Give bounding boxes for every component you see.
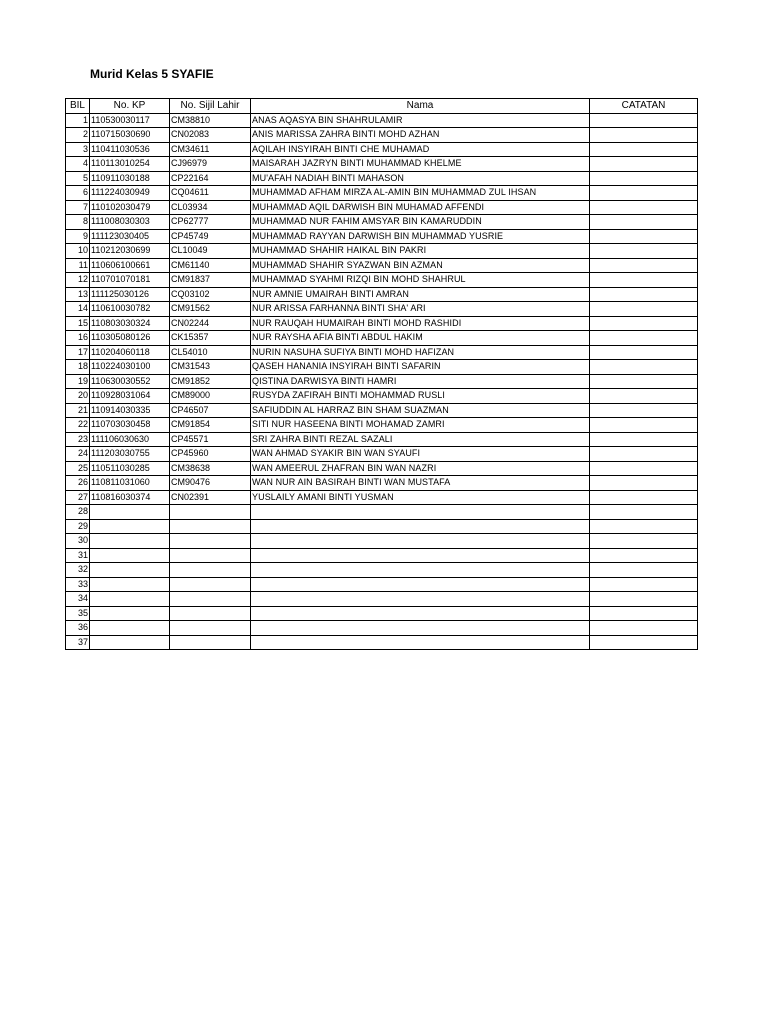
row-no-sijil-lahir: CK15357	[170, 331, 251, 346]
row-bil: 3	[66, 142, 90, 157]
header-nama: Nama	[251, 99, 590, 114]
row-no-sijil-lahir	[170, 548, 251, 563]
row-bil: 29	[66, 519, 90, 534]
row-bil: 12	[66, 273, 90, 288]
row-no-sijil-lahir: CN02244	[170, 316, 251, 331]
row-catatan	[590, 142, 698, 157]
row-nama: NUR ARISSA FARHANNA BINTI SHA' ARI	[251, 302, 590, 317]
row-no-kp	[90, 577, 170, 592]
row-no-sijil-lahir: CM91854	[170, 418, 251, 433]
row-bil: 4	[66, 157, 90, 172]
row-catatan	[590, 389, 698, 404]
row-nama: SAFIUDDIN AL HARRAZ BIN SHAM SUAZMAN	[251, 403, 590, 418]
row-no-kp: 110610030782	[90, 302, 170, 317]
row-no-sijil-lahir: CL10049	[170, 244, 251, 259]
row-no-sijil-lahir: CP45749	[170, 229, 251, 244]
row-catatan	[590, 287, 698, 302]
row-no-kp	[90, 635, 170, 650]
row-bil: 1	[66, 113, 90, 128]
row-no-sijil-lahir	[170, 519, 251, 534]
row-bil: 23	[66, 432, 90, 447]
row-no-kp: 110816030374	[90, 490, 170, 505]
row-catatan	[590, 345, 698, 360]
header-catatan: CATATAN	[590, 99, 698, 114]
row-no-sijil-lahir: CM31543	[170, 360, 251, 375]
table-row	[66, 157, 698, 172]
row-no-kp	[90, 519, 170, 534]
row-catatan	[590, 215, 698, 230]
row-bil: 33	[66, 577, 90, 592]
table-row	[66, 505, 698, 520]
row-bil: 19	[66, 374, 90, 389]
table-row	[66, 461, 698, 476]
row-catatan	[590, 505, 698, 520]
table-row	[66, 229, 698, 244]
row-nama: NUR RAUQAH HUMAIRAH BINTI MOHD RASHIDI	[251, 316, 590, 331]
row-no-kp	[90, 563, 170, 578]
row-catatan	[590, 461, 698, 476]
row-no-kp: 111224030949	[90, 186, 170, 201]
table-row	[66, 548, 698, 563]
row-no-sijil-lahir: CM91837	[170, 273, 251, 288]
row-nama: YUSLAILY AMANI BINTI YUSMAN	[251, 490, 590, 505]
row-catatan	[590, 418, 698, 433]
row-no-kp: 110411030536	[90, 142, 170, 157]
row-no-kp: 110911030188	[90, 171, 170, 186]
row-no-kp: 111008030303	[90, 215, 170, 230]
row-nama	[251, 548, 590, 563]
row-no-sijil-lahir	[170, 635, 251, 650]
row-bil: 6	[66, 186, 90, 201]
table-row	[66, 374, 698, 389]
row-no-kp: 110803030324	[90, 316, 170, 331]
table-row	[66, 258, 698, 273]
row-no-kp: 110703030458	[90, 418, 170, 433]
table-row	[66, 302, 698, 317]
table-row	[66, 418, 698, 433]
row-no-kp	[90, 505, 170, 520]
table-row	[66, 345, 698, 360]
row-bil: 27	[66, 490, 90, 505]
header-bil: BIL	[66, 99, 90, 114]
row-nama: MAISARAH JAZRYN BINTI MUHAMMAD KHELME	[251, 157, 590, 172]
row-bil: 26	[66, 476, 90, 491]
table-row	[66, 563, 698, 578]
row-bil: 28	[66, 505, 90, 520]
row-nama: SITI NUR HASEENA BINTI MOHAMAD ZAMRI	[251, 418, 590, 433]
row-nama: MUHAMMAD RAYYAN DARWISH BIN MUHAMMAD YUSRIE	[251, 229, 590, 244]
row-nama: QASEH HANANIA INSYIRAH BINTI SAFARIN	[251, 360, 590, 375]
row-no-sijil-lahir: CM90476	[170, 476, 251, 491]
table-row	[66, 635, 698, 650]
row-bil: 25	[66, 461, 90, 476]
row-catatan	[590, 157, 698, 172]
table-row	[66, 244, 698, 259]
row-bil: 34	[66, 592, 90, 607]
row-no-sijil-lahir: CQ04611	[170, 186, 251, 201]
row-catatan	[590, 403, 698, 418]
row-nama: AQILAH INSYIRAH BINTI CHE MUHAMAD	[251, 142, 590, 157]
table-row	[66, 273, 698, 288]
row-bil: 18	[66, 360, 90, 375]
row-no-kp	[90, 621, 170, 636]
row-nama: MUHAMMAD NUR FAHIM AMSYAR BIN KAMARUDDIN	[251, 215, 590, 230]
row-nama	[251, 563, 590, 578]
table-row	[66, 142, 698, 157]
row-no-sijil-lahir: CP45571	[170, 432, 251, 447]
table-row	[66, 171, 698, 186]
row-no-kp: 110606100661	[90, 258, 170, 273]
row-no-sijil-lahir: CM91562	[170, 302, 251, 317]
row-nama: RUSYDA ZAFIRAH BINTI MOHAMMAD RUSLI	[251, 389, 590, 404]
row-bil: 36	[66, 621, 90, 636]
row-catatan	[590, 592, 698, 607]
row-no-sijil-lahir: CP62777	[170, 215, 251, 230]
row-nama: MUHAMMAD AQIL DARWISH BIN MUHAMAD AFFENDI	[251, 200, 590, 215]
row-catatan	[590, 331, 698, 346]
table-body	[66, 113, 698, 650]
table-row	[66, 331, 698, 346]
row-catatan	[590, 635, 698, 650]
row-catatan	[590, 563, 698, 578]
row-catatan	[590, 128, 698, 143]
table-row	[66, 534, 698, 549]
row-no-sijil-lahir: CM91852	[170, 374, 251, 389]
row-catatan	[590, 577, 698, 592]
table-row	[66, 577, 698, 592]
table-row	[66, 200, 698, 215]
row-bil: 31	[66, 548, 90, 563]
row-catatan	[590, 490, 698, 505]
table-row	[66, 113, 698, 128]
row-nama: NUR RAYSHA AFIA BINTI ABDUL HAKIM	[251, 331, 590, 346]
row-nama: WAN NUR AIN BASIRAH BINTI WAN MUSTAFA	[251, 476, 590, 491]
table-row	[66, 186, 698, 201]
row-nama: ANAS AQASYA BIN SHAHRULAMIR	[251, 113, 590, 128]
row-no-sijil-lahir: CM61140	[170, 258, 251, 273]
row-no-sijil-lahir	[170, 505, 251, 520]
row-bil: 2	[66, 128, 90, 143]
row-no-kp: 111106030630	[90, 432, 170, 447]
row-no-sijil-lahir: CP46507	[170, 403, 251, 418]
page-title: Murid Kelas 5 SYAFIE	[90, 67, 214, 81]
row-catatan	[590, 519, 698, 534]
row-nama: MU'AFAH NADIAH BINTI MAHASON	[251, 171, 590, 186]
row-bil: 32	[66, 563, 90, 578]
row-no-kp: 110914030335	[90, 403, 170, 418]
row-catatan	[590, 548, 698, 563]
header-no-kp: No. KP	[90, 99, 170, 114]
row-nama: WAN AHMAD SYAKIR BIN WAN SYAUFI	[251, 447, 590, 462]
row-no-kp: 110224030100	[90, 360, 170, 375]
row-bil: 35	[66, 606, 90, 621]
table-row	[66, 476, 698, 491]
row-nama: MUHAMMAD SHAHIR SYAZWAN BIN AZMAN	[251, 258, 590, 273]
table-row	[66, 287, 698, 302]
row-no-kp: 110811031060	[90, 476, 170, 491]
table-row	[66, 389, 698, 404]
row-no-kp: 110928031064	[90, 389, 170, 404]
row-bil: 11	[66, 258, 90, 273]
row-catatan	[590, 302, 698, 317]
row-no-sijil-lahir	[170, 534, 251, 549]
row-catatan	[590, 621, 698, 636]
row-no-kp: 110305080126	[90, 331, 170, 346]
row-no-sijil-lahir	[170, 621, 251, 636]
row-catatan	[590, 316, 698, 331]
row-catatan	[590, 200, 698, 215]
row-catatan	[590, 447, 698, 462]
row-nama: QISTINA DARWISYA BINTI HAMRI	[251, 374, 590, 389]
row-catatan	[590, 229, 698, 244]
row-no-kp: 111203030755	[90, 447, 170, 462]
row-no-kp	[90, 548, 170, 563]
row-nama: WAN AMEERUL ZHAFRAN BIN WAN NAZRI	[251, 461, 590, 476]
row-no-kp: 110212030699	[90, 244, 170, 259]
row-catatan	[590, 432, 698, 447]
row-no-sijil-lahir: CL03934	[170, 200, 251, 215]
row-no-sijil-lahir: CL54010	[170, 345, 251, 360]
row-nama: NURIN NASUHA SUFIYA BINTI MOHD HAFIZAN	[251, 345, 590, 360]
row-catatan	[590, 360, 698, 375]
row-bil: 24	[66, 447, 90, 462]
row-no-kp: 110204060118	[90, 345, 170, 360]
table-row	[66, 403, 698, 418]
table-row	[66, 316, 698, 331]
row-nama	[251, 577, 590, 592]
table-row	[66, 519, 698, 534]
table-row	[66, 128, 698, 143]
table-row	[66, 621, 698, 636]
row-no-kp: 111123030405	[90, 229, 170, 244]
row-no-sijil-lahir: CJ96979	[170, 157, 251, 172]
row-bil: 22	[66, 418, 90, 433]
row-no-sijil-lahir: CQ03102	[170, 287, 251, 302]
row-no-sijil-lahir: CP22164	[170, 171, 251, 186]
row-no-sijil-lahir	[170, 606, 251, 621]
row-bil: 21	[66, 403, 90, 418]
table-row	[66, 215, 698, 230]
row-no-kp: 110102030479	[90, 200, 170, 215]
row-no-sijil-lahir: CM89000	[170, 389, 251, 404]
row-bil: 37	[66, 635, 90, 650]
row-bil: 17	[66, 345, 90, 360]
row-nama	[251, 635, 590, 650]
row-no-sijil-lahir	[170, 592, 251, 607]
row-nama	[251, 606, 590, 621]
table-row	[66, 447, 698, 462]
row-bil: 13	[66, 287, 90, 302]
table-row	[66, 592, 698, 607]
row-catatan	[590, 113, 698, 128]
row-nama	[251, 592, 590, 607]
row-no-kp: 110511030285	[90, 461, 170, 476]
row-no-kp: 110701070181	[90, 273, 170, 288]
row-nama: NUR AMNIE UMAIRAH BINTI AMRAN	[251, 287, 590, 302]
row-nama: MUHAMMAD SHAHIR HAIKAL BIN PAKRI	[251, 244, 590, 259]
row-no-kp	[90, 606, 170, 621]
row-no-kp	[90, 534, 170, 549]
row-nama: MUHAMMAD SYAHMI RIZQI BIN MOHD SHAHRUL	[251, 273, 590, 288]
row-bil: 14	[66, 302, 90, 317]
row-bil: 5	[66, 171, 90, 186]
row-catatan	[590, 476, 698, 491]
row-no-sijil-lahir: CM38638	[170, 461, 251, 476]
row-no-kp: 111125030126	[90, 287, 170, 302]
table-row	[66, 606, 698, 621]
row-nama	[251, 621, 590, 636]
row-bil: 9	[66, 229, 90, 244]
row-bil: 30	[66, 534, 90, 549]
row-no-kp	[90, 592, 170, 607]
row-nama	[251, 505, 590, 520]
row-no-kp: 110630030552	[90, 374, 170, 389]
row-no-sijil-lahir: CM38810	[170, 113, 251, 128]
row-nama: ANIS MARISSA ZAHRA BINTI MOHD AZHAN	[251, 128, 590, 143]
row-catatan	[590, 186, 698, 201]
row-catatan	[590, 273, 698, 288]
row-catatan	[590, 171, 698, 186]
row-nama: MUHAMMAD AFHAM MIRZA AL-AMIN BIN MUHAMMAD ZUL IHSAN	[251, 186, 590, 201]
row-bil: 15	[66, 316, 90, 331]
row-catatan	[590, 534, 698, 549]
row-catatan	[590, 258, 698, 273]
row-no-sijil-lahir	[170, 563, 251, 578]
row-bil: 16	[66, 331, 90, 346]
student-table	[65, 98, 698, 650]
row-no-sijil-lahir: CM34611	[170, 142, 251, 157]
row-bil: 10	[66, 244, 90, 259]
table-header-row	[66, 99, 698, 114]
row-bil: 7	[66, 200, 90, 215]
row-bil: 8	[66, 215, 90, 230]
row-no-sijil-lahir	[170, 577, 251, 592]
row-no-sijil-lahir: CP45960	[170, 447, 251, 462]
row-nama	[251, 534, 590, 549]
row-no-kp: 110530030117	[90, 113, 170, 128]
row-nama	[251, 519, 590, 534]
header-no-sijil-lahir: No. Sijil Lahir	[170, 99, 251, 114]
table-row	[66, 490, 698, 505]
table-row	[66, 432, 698, 447]
row-no-sijil-lahir: CN02391	[170, 490, 251, 505]
row-no-kp: 110113010254	[90, 157, 170, 172]
row-catatan	[590, 244, 698, 259]
row-no-kp: 110715030690	[90, 128, 170, 143]
table-row	[66, 360, 698, 375]
row-nama: SRI ZAHRA BINTI REZAL SAZALI	[251, 432, 590, 447]
row-catatan	[590, 374, 698, 389]
row-catatan	[590, 606, 698, 621]
row-no-sijil-lahir: CN02083	[170, 128, 251, 143]
row-bil: 20	[66, 389, 90, 404]
